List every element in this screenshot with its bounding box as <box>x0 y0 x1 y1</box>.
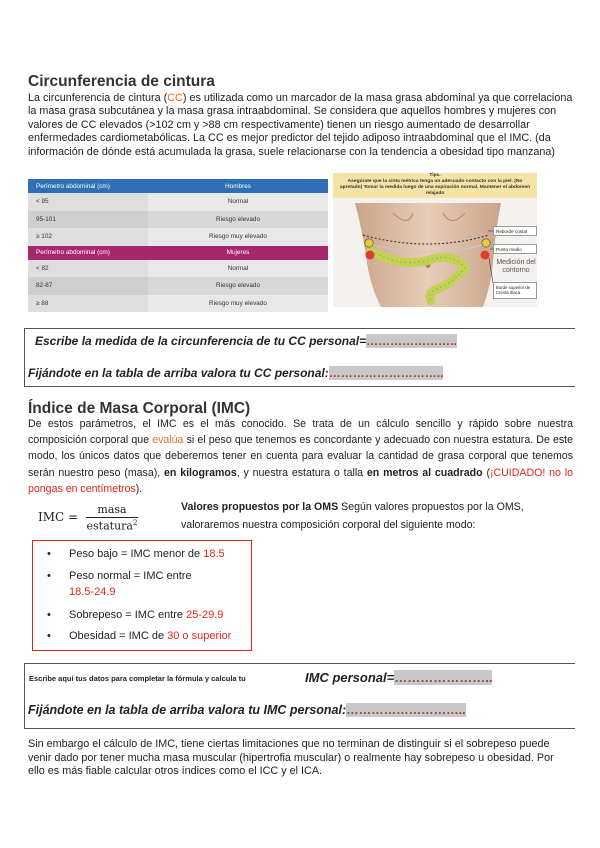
imc-data-prompt: Escribe aquí tus datos para completar la fórmula y calcula tu <box>29 674 246 683</box>
table-row: < 95 Normal <box>28 193 328 211</box>
label-rib: Reborde costal <box>493 226 537 236</box>
waist-figure <box>333 173 537 307</box>
table-row: ≥ 88 Riesgo muy elevado <box>28 295 328 313</box>
cc-title: Circunferencia de cintura <box>28 73 215 90</box>
table-header-men: Perímetro abdominal (cm) Hombres <box>28 179 328 193</box>
cc-assess-prompt: Fijándote en la tabla de arriba valora tu CC personal:……………………….. <box>28 366 444 380</box>
label-iliac: Borde superior de Cresta Ilíaca <box>493 282 537 299</box>
imc-eval-word: evalúa <box>152 434 184 447</box>
oms-list-box <box>32 540 252 651</box>
oms-text: Valores propuestos por la OMS Según valores propuestos por la OMS, valoraremos nuestra composición corporal del siguiente modo: <box>181 501 524 531</box>
table-row: 82-87 Riesgo elevado <box>28 277 328 295</box>
imc-personal-field[interactable]: ………………….. <box>394 670 493 685</box>
imc-personal-prompt: IMC personal=………………….. <box>305 670 493 685</box>
list-item: • Obesidad = IMC de 30 o superior <box>47 630 232 642</box>
imc-paragraph: De estos parámetros, el IMC es el más conocido. Se trata de un cálculo sencillo y rápido sobre nuestra composición corporal que evalúa si el peso que tenemos es concordante y adecuado con nuestra estatura. De este modo, los únicos datos que deberemos tener en cuenta para evaluar la cantidad de grasa corporal que tenemos serán nuestro peso (masa), en kilogramos, y nuestra estatura o talla en metros al cuadrado (¡CUIDADO! no lo pongas en centímetros). <box>28 418 573 495</box>
table-row: 95-101 Riesgo elevado <box>28 211 328 229</box>
list-item: • Peso normal = IMC entre 18.5-24.9 <box>47 570 192 598</box>
cc-table <box>28 179 328 312</box>
cc-abbr: CC <box>167 92 183 104</box>
imc-assess-prompt: Fijándote en la tabla de arriba valora tu IMC personal:……………………….. <box>28 703 466 717</box>
footer-paragraph: Sin embargo el cálculo de IMC, tiene ciertas limitaciones que no terminan de distinguir si el sobrepeso puede venir dado por tener mucha masa muscular (hipertrofia muscular) o realmente hay sobrepeso u obesidad. Por ello es más fiable calcular otros índices como el ICC y el ICA. <box>28 738 554 778</box>
table-row: ≥ 102 Riesgo muy elevado <box>28 228 328 246</box>
list-item: • Peso bajo = IMC menor de 18.5 <box>47 548 225 560</box>
cc-measure-field[interactable]: ………………….. <box>366 334 457 348</box>
tip-box <box>333 173 537 198</box>
imc-assess-field[interactable]: ……………………….. <box>346 703 466 717</box>
table-header-women: Perímetro abdominal (cm) Mujeres <box>28 246 328 260</box>
imc-title: Índice de Masa Corporal (IMC) <box>28 400 251 417</box>
list-item: • Sobrepeso = IMC entre 25-29.9 <box>47 609 224 621</box>
cc-measure-prompt: Escribe la medida de la circunferencia de tu CC personal=………………….. <box>35 334 457 348</box>
cc-assess-field[interactable]: ……………………….. <box>328 366 444 380</box>
label-midpoint: Punto medio <box>493 244 537 254</box>
cc-paragraph: La circunferencia de cintura (CC) es utilizada como un marcador de la masa grasa abdominal ya que correlaciona la masa grasa subcutánea y la masa grasa intraabdominal. Se considera que aquellos hombres y mujeres con valores de CC elevados (>102 cm y >88 cm respectivamente) tienen un riesgo aumentado de desarrollar enfermedades cardiometabólicas. La CC es mejor predictor del tejido adiposo intraabdominal que el IMC. (da información de dónde está acumulada la grasa, suele relacionarse con la tendencia a obesidad tipo manzana) <box>28 92 573 158</box>
tip-text: Asegúrate que la cinta métrica tenga un adecuado contacto con la piel. (No apretado) Tomar la medida luego de una expiración normal. Mantener el abdomen relajado <box>339 179 531 196</box>
table-row: < 82 Normal <box>28 260 328 278</box>
imc-warning: ¡CUIDADO! no lo pongas en centímetros <box>28 466 573 495</box>
tip-title: Tips. <box>429 173 441 178</box>
label-measurement: Medición del contorno <box>496 259 536 274</box>
